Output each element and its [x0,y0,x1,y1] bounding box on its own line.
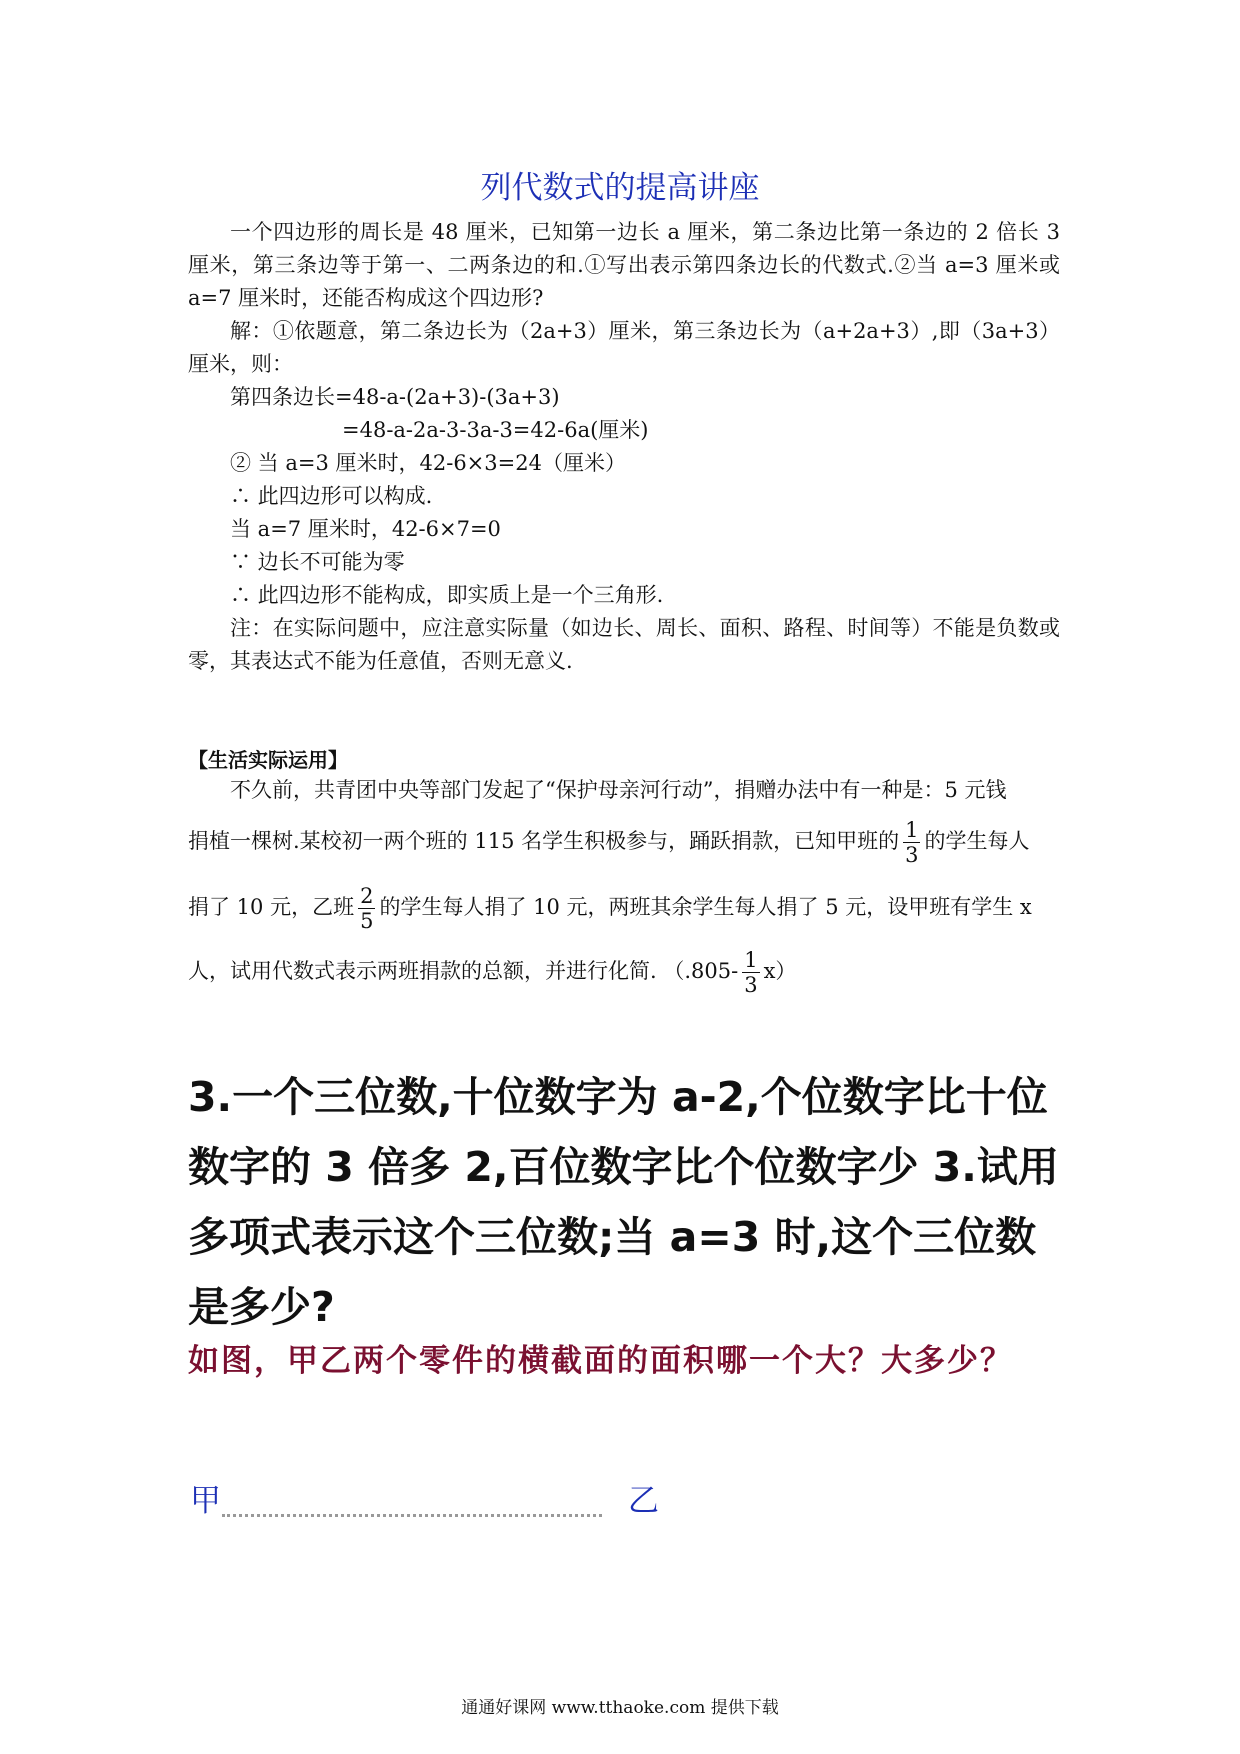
section2-line-2a: 捐植一棵树.某校初一两个班的 115 名学生积极参与，踊跃捐款，已知甲班的 [188,829,900,853]
note-paragraph: 注：在实际问题中，应注意实际量（如边长、周长、面积、路程、时间等）不能是负数或零，其表达式不能为任意值，否则无意义. [188,616,1060,673]
solution-line-6: 当 a=7 厘米时，42-6×7=0 [230,517,501,541]
section-heading: 【生活实际运用】 [188,748,348,772]
fraction-answer [742,948,759,997]
solution-line-4: ② 当 a=3 厘米时，42-6×3=24（厘米） [230,451,626,475]
solution-line-3: =48-a-2a-3-3a-3=42-6a(厘米) [342,418,649,442]
fraction-two-fifths [358,884,375,933]
section2-line-3 [188,884,1032,933]
problem1-text: 一个四边形的周长是 48 厘米，已知第一边长 a 厘米，第二条边比第一条边的 2 倍长 3 厘米，第三条边等于第一、二两条边的和.①写出表示第四条边长的代数式.②当 a=3 厘米或 a=7 厘米时，还能否构成这个四边形? [188,220,1060,310]
section2-line-3a: 捐了 10 元，乙班 [188,895,355,919]
section2-line-3b: 的学生每人捐了 10 元，两班其余学生每人捐了 5 元，设甲班有学生 x [379,895,1032,919]
solution-line-5: ∴ 此四边形可以构成. [230,484,433,508]
section2-line-4b: x） [763,959,797,983]
section2-line-4a: 人，试用代数式表示两班捐款的总额，并进行化简. （.805- [188,959,739,983]
fraction-denominator: 3 [905,843,919,867]
section2-line-2b: 的学生每人 [924,829,1030,853]
footer: 通通好课网 www.tthaoke.com 提供下载 [461,1698,779,1718]
label-yi: 乙 [628,1483,659,1519]
section2-line-1: 不久前，共青团中央等部门发起了“保护母亲河行动”，捐赠办法中有一种是：5 元钱 [230,778,1007,802]
solution-line-1: 解：①依题意，第二条边长为（2a+3）厘米，第三条边长为（a+2a+3）,即（3a+3）厘米，则： [188,319,1060,376]
solution-line-2: 第四条边长=48-a-(2a+3)-(3a+3) [230,385,560,409]
section2-line-2 [188,818,1029,867]
fraction-one-third [903,818,920,867]
label-jia: 甲 [190,1483,221,1519]
question-3: 3.一个三位数,十位数字为 a-2,个位数字比十位数字的 3 倍多 2,百位数字比个位数字少 3.试用多项式表示这个三位数;当 a=3 时,这个三位数是多少? [188,1073,1059,1331]
fraction-denominator: 3 [744,973,758,997]
page-title: 列代数式的提高讲座 [480,170,760,206]
solution-line-8: ∴ 此四边形不能构成，即实质上是一个三角形. [230,583,664,607]
section2-line-4 [188,948,796,997]
fraction-denominator: 5 [360,909,374,933]
solution-line-7: ∵ 边长不可能为零 [230,550,405,574]
fraction-numerator: 2 [360,884,374,908]
question-4: 如图，甲乙两个零件的横截面的面积哪一个大？大多少？ [188,1343,1013,1379]
fraction-numerator: 1 [905,818,919,842]
fraction-numerator: 1 [744,948,758,972]
dotted-separator [222,1508,602,1517]
